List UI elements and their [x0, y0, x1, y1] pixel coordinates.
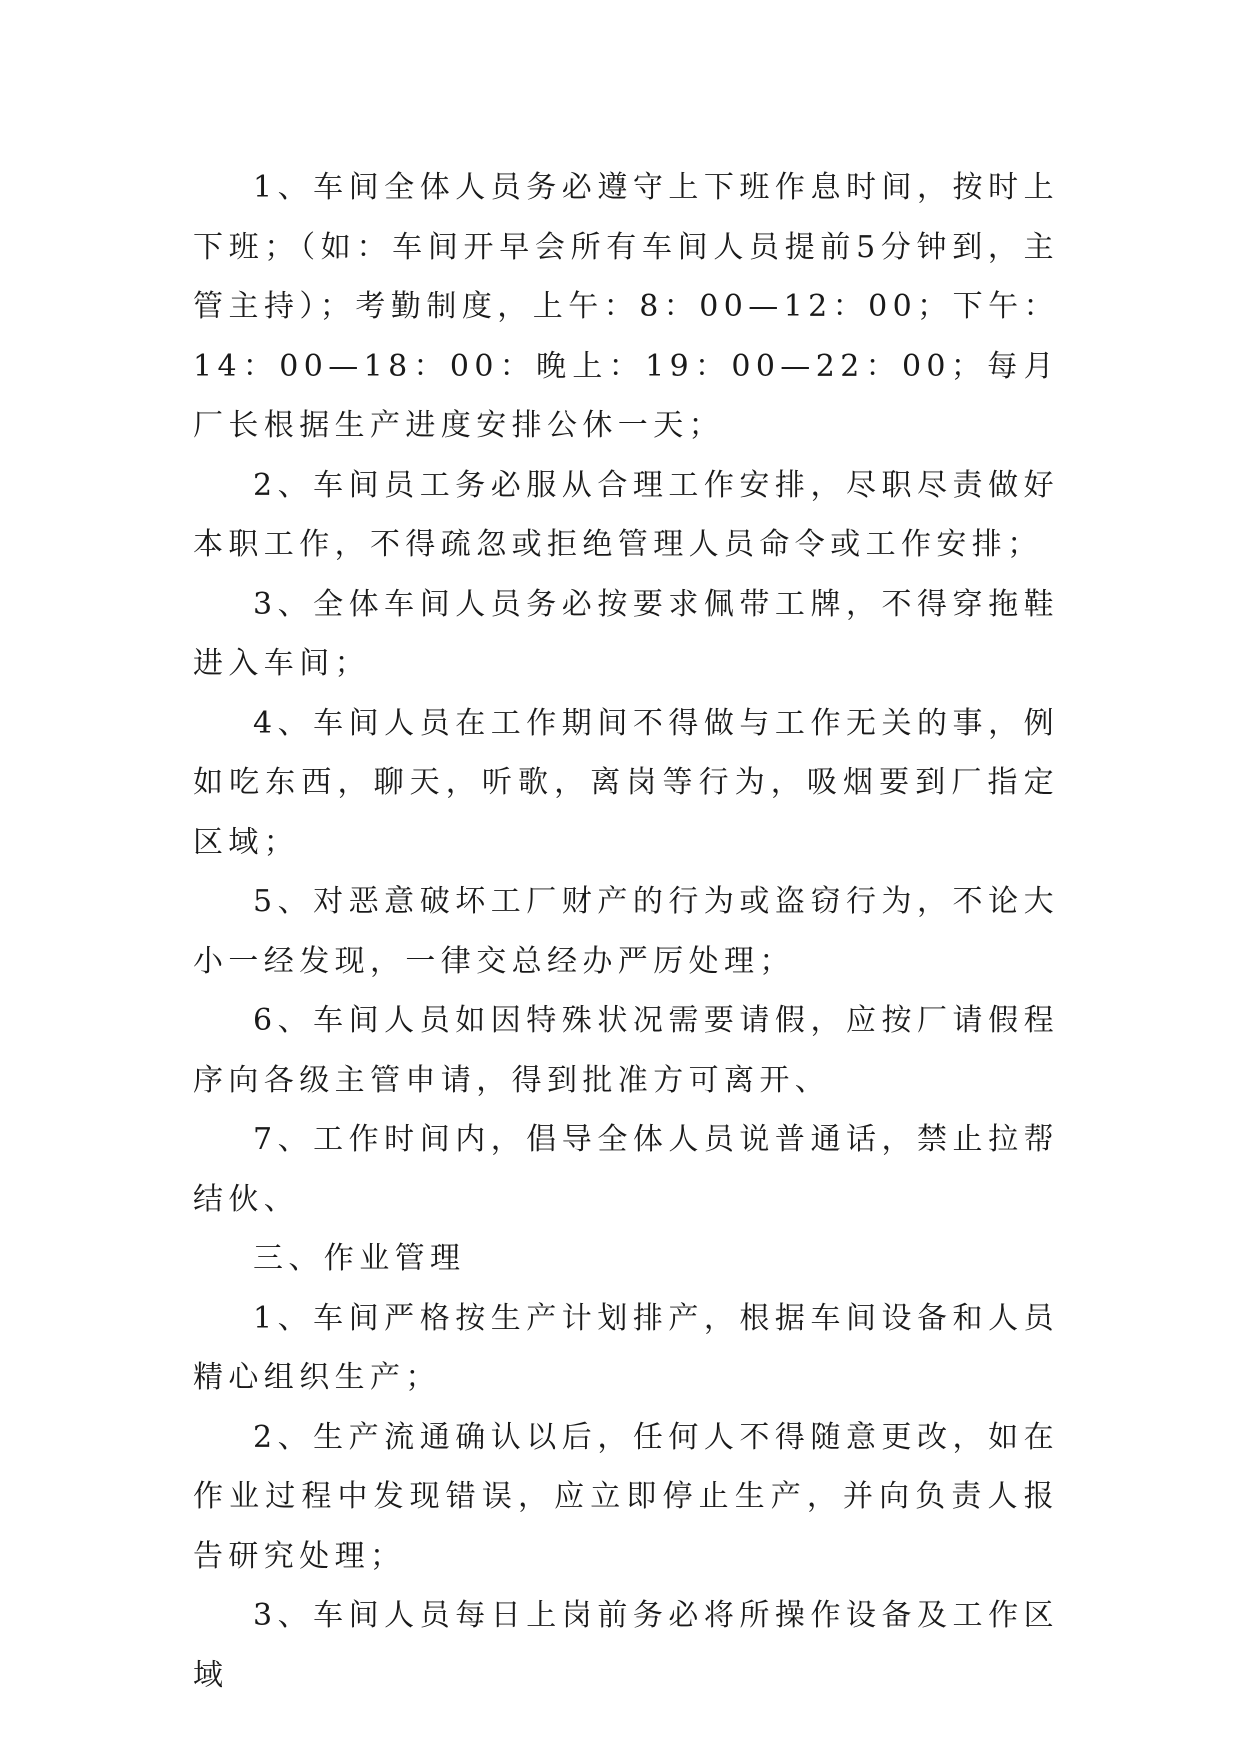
paragraph-rule-1: 1、车间全体人员务必遵守上下班作息时间，按时上下班；（如：车间开早会所有车间人员提前5分钟到，主管主持）；考勤制度，上午：8：00—12：00；下午：14：00—18：00：晚上：19：00—22：00；每月厂长根据生产进度安排公休一天； [193, 170, 1059, 443]
section-heading: 三、作业管理 [253, 1241, 466, 1276]
paragraph-rule-4: 4、车间人员在工作期间不得做与工作无关的事，例如吃东西，聊天，听歌，离岗等行为，吸烟要到厂指定区域； [193, 705, 1059, 860]
document-body [193, 158, 1059, 1705]
paragraph-rule-2: 2、车间员工务必服从合理工作安排，尽职尽责做好本职工作，不得疏忽或拒绝管理人员命令或工作安排； [193, 467, 1059, 562]
paragraph-rule-6: 6、车间人员如因特殊状况需要请假，应按厂请假程序向各级主管申请，得到批准方可离开、 [193, 1003, 1059, 1098]
paragraph-rule-5: 5、对恶意破坏工厂财产的行为或盗窃行为，不论大小一经发现，一律交总经办严厉处理； [193, 884, 1059, 979]
paragraph-operation-3: 3、车间人员每日上岗前务必将所操作设备及工作区域 [193, 1598, 1059, 1693]
paragraph-operation-2: 2、生产流通确认以后，任何人不得随意更改，如在作业过程中发现错误，应立即停止生产，并向负责人报告研究处理； [193, 1419, 1059, 1574]
paragraph-rule-3: 3、全体车间人员务必按要求佩带工牌，不得穿拖鞋进入车间； [193, 586, 1059, 681]
paragraph-operation-1: 1、车间严格按生产计划排产，根据车间设备和人员精心组织生产； [193, 1300, 1059, 1395]
paragraph-rule-7: 7、工作时间内，倡导全体人员说普通话，禁止拉帮结伙、 [193, 1122, 1059, 1217]
